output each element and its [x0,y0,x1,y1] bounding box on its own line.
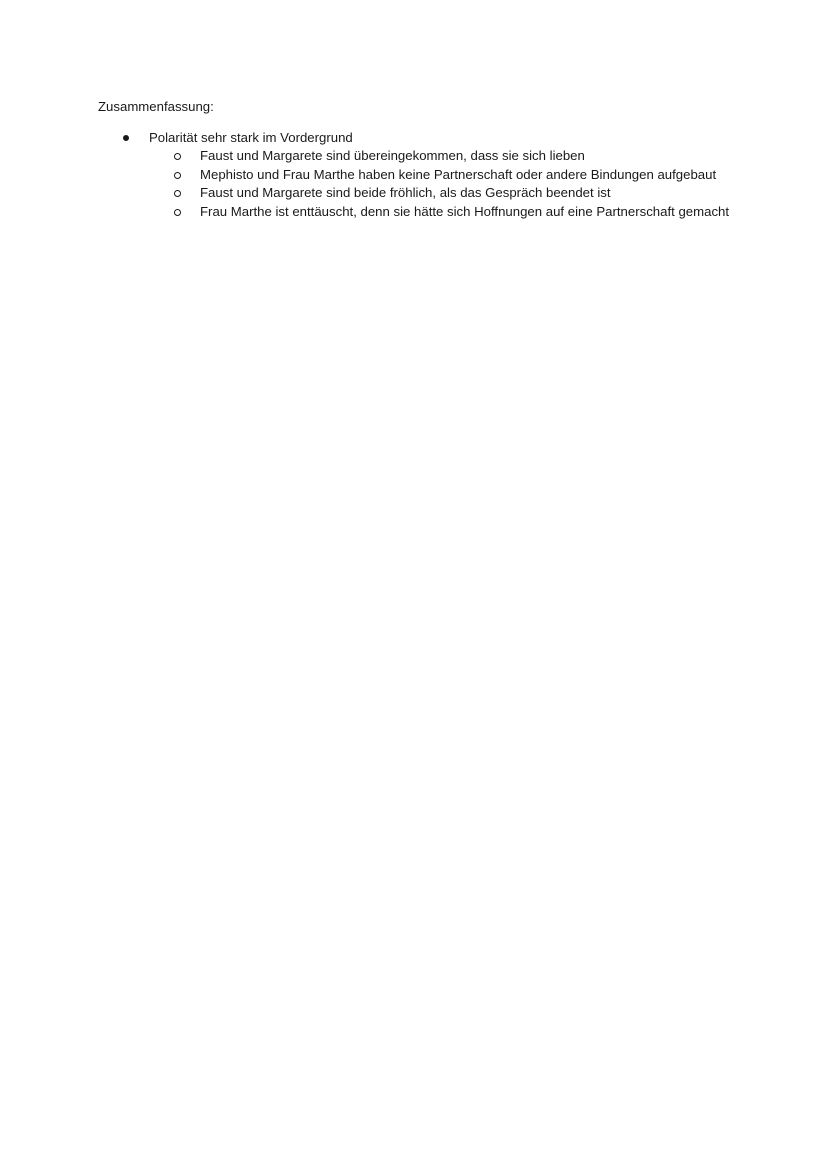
bullet-list [98,129,738,222]
bullet-circle-icon [174,153,181,160]
bullet-circle-icon [174,172,181,179]
summary-heading: Zusammenfassung: [98,99,214,114]
sub-bullet-list [149,147,738,221]
sub-list-item [149,166,738,185]
sub-list-item [149,203,738,222]
document-content [98,98,738,222]
sub-list-item [149,147,738,166]
bullet-circle-icon [174,209,181,216]
sub-list-item-text: Frau Marthe ist enttäuscht, denn sie hätte sich Hoffnungen auf eine Partnerschaft gemacht [200,203,730,219]
sub-list-item-text: Faust und Margarete sind übereingekommen, dass sie sich lieben [200,148,585,164]
bullet-disc-icon [123,135,129,141]
sub-list-item [149,184,738,203]
sub-list-item-text: Faust und Margarete sind beide fröhlich, als das Gespräch beendet ist [200,185,611,201]
list-item [98,129,738,222]
sub-list-item-text: Mephisto und Frau Marthe haben keine Partnerschaft oder andere Bindungen aufgebaut [200,166,717,182]
list-item-text: Polarität sehr stark im Vordergrund [149,129,353,145]
bullet-circle-icon [174,190,181,197]
